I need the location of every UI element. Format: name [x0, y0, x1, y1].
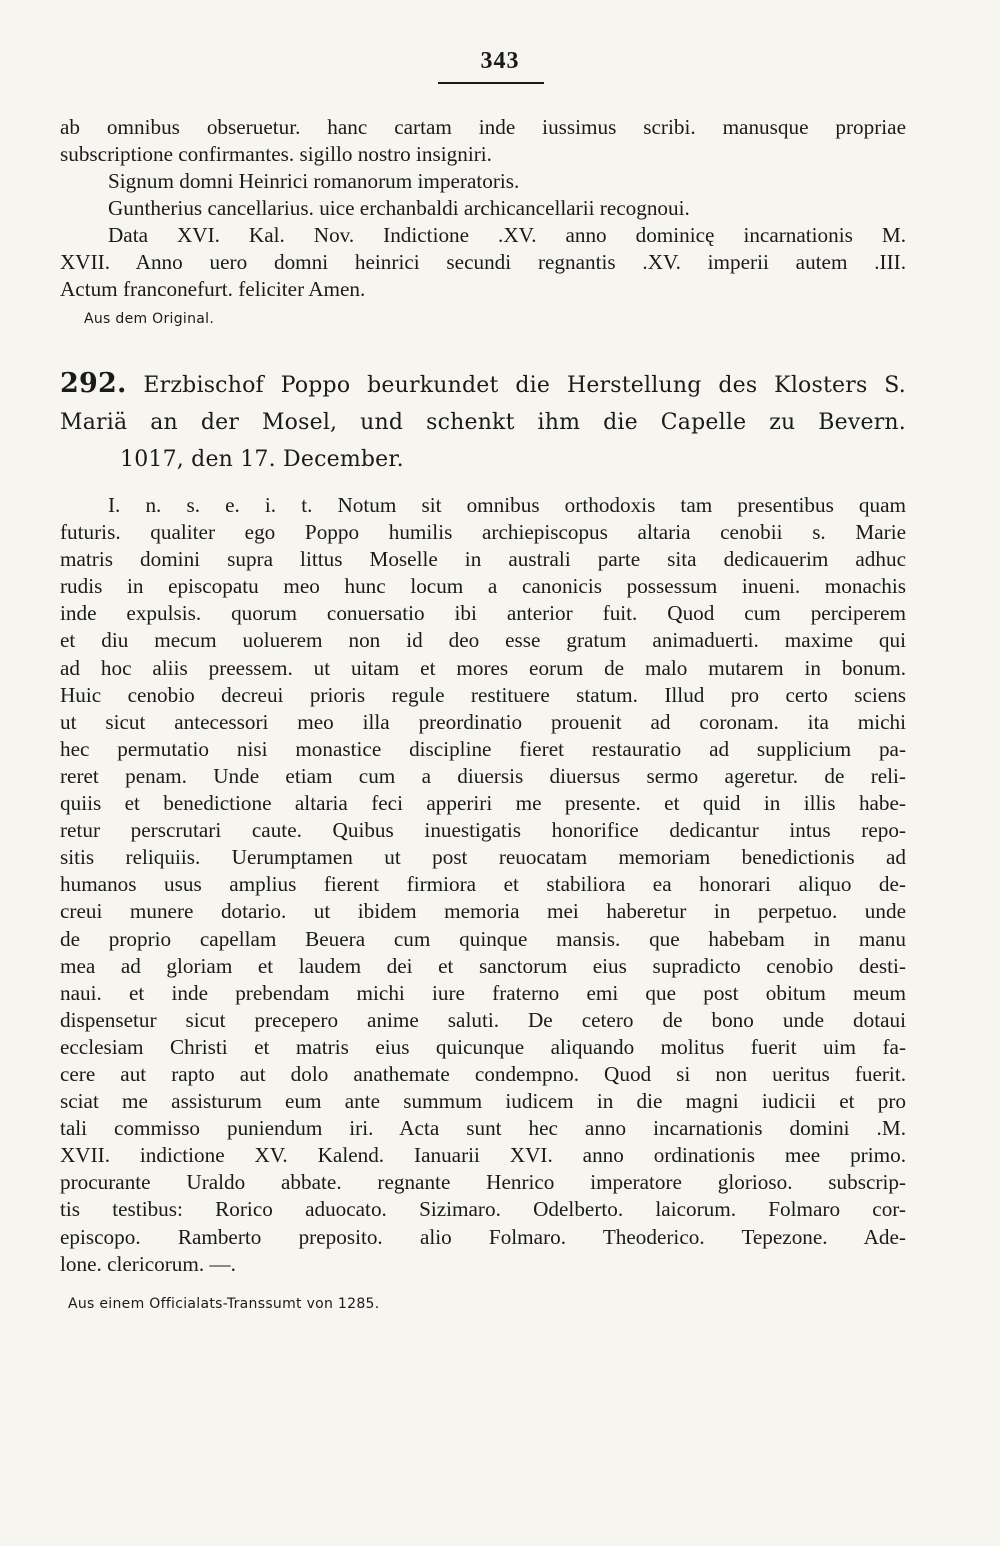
text-line: de proprio capellam Beuera cum quinque mansis. que habebam in manu — [60, 926, 906, 951]
text-line: reret penam. Unde etiam cum a diuersis diuersus sermo ageretur. de reli- — [60, 763, 906, 788]
text-line: Guntherius cancellarius. uice erchanbaldi archicancellarii recognoui. — [108, 196, 690, 220]
text-line: quiis et benedictione altaria feci apperiri me presente. et quid in illis habe- — [60, 791, 906, 816]
charter-heading — [60, 365, 906, 478]
source-note: Aus einem Officialats-Transsumt von 1285. — [68, 1295, 380, 1312]
text-line: mea ad gloriam et laudem dei et sanctorum eius supradicto cenobio desti- — [60, 953, 906, 978]
text-line: inde expulsis. quorum conuersatio ibi anterior fuit. Quod cum perciperem — [60, 601, 906, 626]
text-line: cere aut rapto aut dolo anathemate condempno. Quod si non ueritus fuerit. — [60, 1061, 906, 1086]
text-line: tis testibus: Rorico aduocato. Sizimaro. Odelberto. laicorum. Folmaro cor- — [60, 1197, 906, 1222]
text-line: Huic cenobio decreui prioris regule restituere statum. Illud pro certo sciens — [60, 682, 906, 707]
text-line: XVII. indictione XV. Kalend. Ianuarii XVI. anno ordinationis mee primo. — [60, 1143, 906, 1168]
text-line: creui munere dotario. ut ibidem memoria mei haberetur in perpetuo. unde — [60, 899, 906, 924]
text-line: futuris. qualiter ego Poppo humilis archiepiscopus altaria cenobii s. Marie — [60, 520, 906, 545]
text-line: Data XVI. Kal. Nov. Indictione .XV. anno dominicę incarnationis M. — [108, 223, 906, 247]
source-note: Aus dem Original. — [84, 311, 215, 327]
text-line: hec permutatio nisi monastice discipline fieret restauratio ad supplicium pa- — [60, 736, 906, 761]
charter-heading-line — [60, 365, 906, 404]
page-content — [60, 114, 906, 1314]
text-line: ecclesiam Christi et matris eius quicunque aliquando molitus fuerit uim fa- — [60, 1034, 906, 1059]
text-line: sciat me assisturum eum ante summum iudicem in die magni iudicii et pro — [60, 1089, 906, 1114]
text-line: procurante Uraldo abbate. regnante Henrico imperatore glorioso. subscrip- — [60, 1170, 906, 1195]
charter-heading-line: Mariä an der Mosel, und schenkt ihm die Capelle zu Bevern. — [60, 410, 906, 435]
charter-date: 1017, den 17. December. — [120, 447, 404, 472]
text-line: ad hoc aliis preessem. ut uitam et mores eorum de malo mutarem in bonum. — [60, 655, 906, 680]
text-line: ab omnibus obseruetur. hanc cartam inde iussimus scribi. manusque propriae — [60, 115, 906, 139]
text-line: lone. clericorum. —. — [60, 1251, 236, 1276]
previous-document-ending — [60, 114, 906, 329]
charter-body — [60, 492, 906, 1314]
text-line: dispensetur sicut precepero anime saluti. De cetero de bono unde dotaui — [60, 1007, 906, 1032]
text-line: naui. et inde prebendam michi iure fraterno emi que post obitum meum — [60, 980, 906, 1005]
text-line: retur perscrutari caute. Quibus inuestigatis honorifice dedicantur intus repo- — [60, 818, 906, 843]
text-line: subscriptione confirmantes. sigillo nostro insigniri. — [60, 142, 492, 166]
text-line: episcopo. Ramberto preposito. alio Folmaro. Theoderico. Tepezone. Ade- — [60, 1224, 906, 1249]
text-line: rudis in episcopatu meo hunc locum a canonicis possessum inueni. monachis — [60, 574, 906, 599]
text-line: XVII. Anno uero domni heinrici secundi regnantis .XV. imperii autem .III. — [60, 250, 906, 274]
text-line: humanos usus amplius fierent firmiora et stabiliora ea honorari aliquo de- — [60, 872, 906, 897]
text-line: I. n. s. e. i. t. Notum sit omnibus orthodoxis tam presentibus quam — [108, 493, 906, 517]
text-line: Signum domni Heinrici romanorum imperatoris. — [108, 169, 520, 193]
charter-number: 292. — [60, 368, 127, 399]
text-line: matris domini supra littus Moselle in australi parte sita dedicauerim adhuc — [60, 547, 906, 572]
text-line: tali commisso puniendum iri. Acta sunt hec anno incarnationis domini .M. — [60, 1116, 906, 1141]
page-number: 343 — [480, 48, 520, 74]
page-number-rule — [438, 82, 544, 84]
text-line: et diu mecum uoluerem non id deo esse gratum animaduerti. maxime qui — [60, 628, 906, 653]
charter-title: Erzbischof Poppo beurkundet die Herstellung des Klosters S. — [143, 373, 906, 398]
text-line: ut sicut antecessori meo illa preordinatio prouenit ad coronam. ita michi — [60, 709, 906, 734]
text-line: sitis reliquiis. Uerumptamen ut post reuocatam memoriam benedictionis ad — [60, 845, 906, 870]
text-line: Actum franconefurt. feliciter Amen. — [60, 277, 366, 301]
